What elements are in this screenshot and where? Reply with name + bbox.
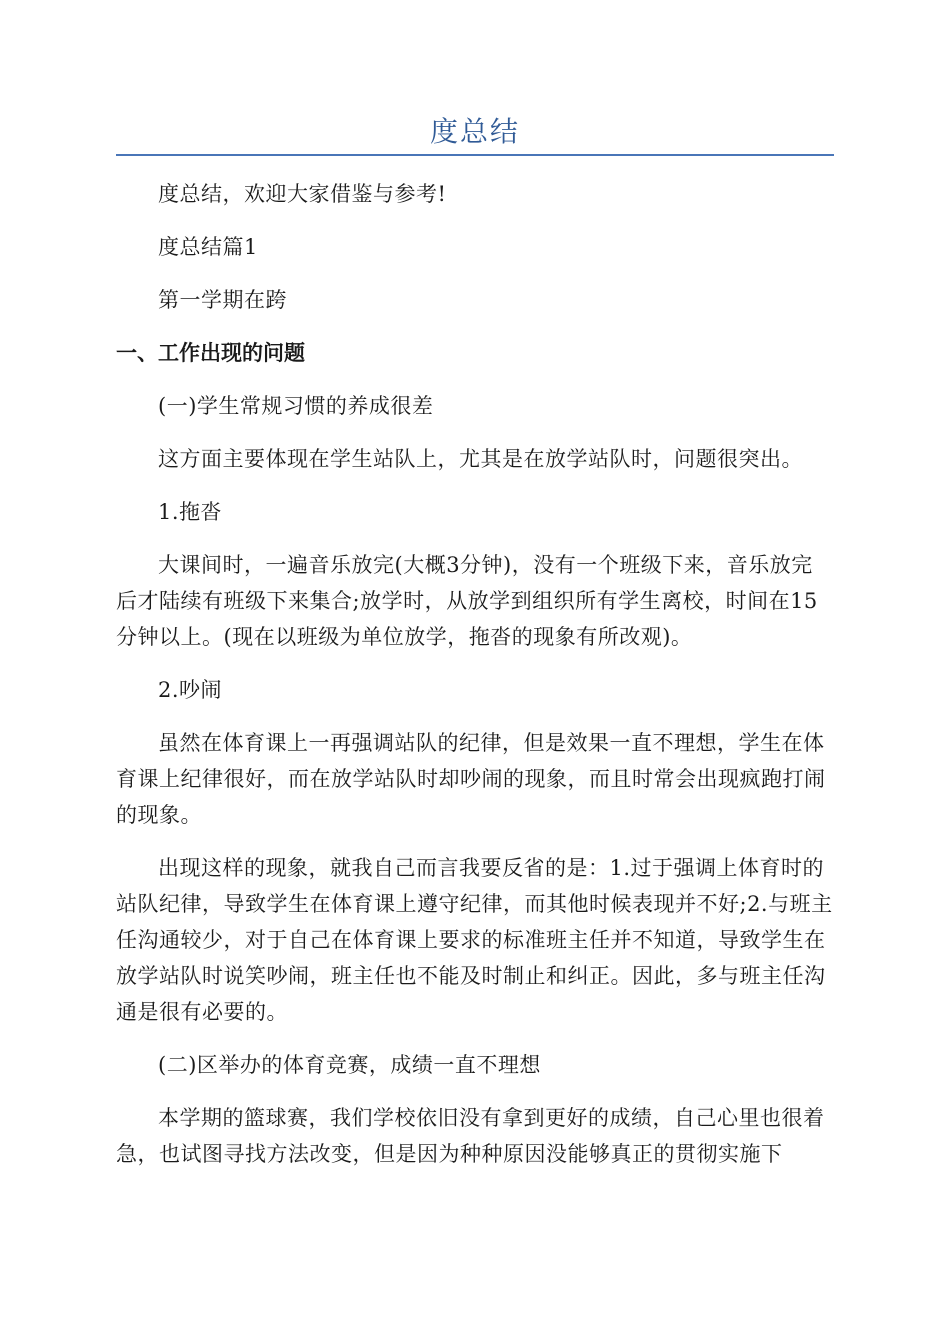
list-item-heading: 1.拖沓 [158,500,223,524]
title-underline [116,154,834,156]
paragraph: 大课间时，一遍音乐放完(大概3分钟)，没有一个班级下来，音乐放完后才陆续有班级下来集合;放学时，从放学到组织所有学生离校，时间在15分钟以上。(现在以班级为单位放学，拖沓的现象有所改观)。 [116,553,818,649]
paragraph: 这方面主要体现在学生站队上，尤其是在放学站队时，问题很突出。 [158,447,803,471]
paragraph: 出现这样的现象，就我自己而言我要反省的是：1.过于强调上体育时的站队纪律，导致学生在体育课上遵守纪律，而其他时候表现并不好;2.与班主任沟通较少，对于自己在体育课上要求的标准班主任并不知道，导致学生在放学站队时说笑吵闹，班主任也不能及时制止和纠正。因此，多与班主任沟通是很有必要的。 [116,856,833,1024]
section-label: 度总结篇1 [158,235,258,259]
intro-paragraph: 度总结，欢迎大家借鉴与参考! [158,182,447,206]
document-title: 度总结 [429,115,520,148]
paragraph: 本学期的篮球赛，我们学校依旧没有拿到更好的成绩，自己心里也很着急，也试图寻找方法改变，但是因为种种原因没能够真正的贯彻实施下 [116,1106,825,1166]
document-body [116,176,834,1172]
list-item-heading: 2.吵闹 [158,678,223,702]
paragraph: 虽然在体育课上一再强调站队的纪律，但是效果一直不理想，学生在体育课上纪律很好，而在放学站队时却吵闹的现象，而且时常会出现疯跑打闹的现象。 [116,731,826,827]
section-heading: 一、工作出现的问题 [116,341,305,365]
subheading: (二)区举办的体育竞赛，成绩一直不理想 [158,1053,541,1077]
paragraph: 第一学期在跨 [158,288,287,312]
subheading: (一)学生常规习惯的养成很差 [158,394,434,418]
